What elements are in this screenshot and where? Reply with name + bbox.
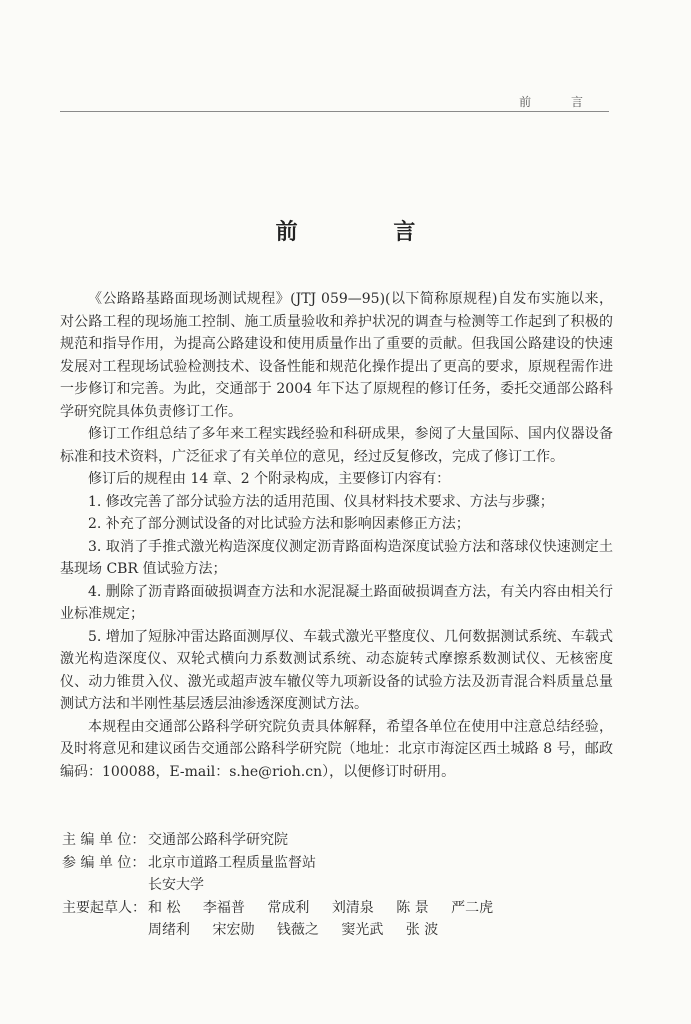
list-item: 5. 增加了短脉冲雷达路面测厚仪、车载式激光平整度仪、几何数据测试系统、车载式激光构造深度仪、双轮式横向力系数测试系统、动态旋转式摩擦系数测试仪、无核密度仪、动力锥贯入仪、激光或超声波车辙仪等九项新设备的试验方法及沥青混合料质量总量测试方法和半刚性基层透层油渗透深度测试方法。	[60, 628, 613, 712]
participating-unit: 北京市道路工程质量监督站	[148, 854, 316, 871]
chief-editor-row	[62, 829, 518, 852]
chief-editor-label: 主 编 单 位：	[62, 832, 146, 848]
drafter-name: 钱薇之	[276, 922, 319, 938]
drafter-name: 李福普	[202, 899, 245, 916]
paragraph-revision-work: 修订工作组总结了多年来工程实践经验和科研成果，参阅了大量国际、国内仪器设备标准和技术资料，广泛征求了有关单位的意见，经过反复修改，完成了修订工作。	[60, 426, 613, 465]
preface-body	[60, 288, 613, 783]
drafter-name: 和 松	[148, 899, 181, 916]
list-item: 3. 取消了手推式激光构造深度仪测定沥青路面构造深度试验方法和落球仪快速测定土基现场 CBR 值试验方法；	[60, 538, 613, 577]
participating-unit: 长安大学	[148, 877, 204, 893]
drafter-name: 陈 景	[396, 899, 429, 916]
paragraph-revision-summary: 修订后的规程由 14 章、2 个附录构成，主要修订内容有：	[88, 471, 451, 487]
page-title: 前 言	[275, 219, 460, 245]
drafter-name: 窦光武	[341, 922, 384, 938]
list-item: 1. 修改完善了部分试验方法的适用范围、仪具材料技术要求、方法与步骤；	[88, 493, 554, 510]
drafters-label: 主要起草人：	[62, 899, 146, 916]
paragraph-contact: 本规程由交通部公路科学研究院负责具体解释，希望各单位在使用中注意总结经验，及时将意见和建议函告交通部公路科学研究院（地址：北京市海淀区西土城路 8 号，邮政编码：100088，E-mail：s.he@rioh.cn），以便修订时研用。	[60, 718, 613, 780]
drafter-name: 严二虎	[451, 899, 494, 916]
list-item: 4. 删除了沥青路面破损调查方法和水泥混凝土路面破损调查方法，有关内容由相关行业标准规定；	[60, 583, 613, 622]
drafter-name: 张 波	[405, 922, 439, 938]
chief-editor-unit: 交通部公路科学研究院	[148, 832, 288, 848]
credits-block	[62, 829, 518, 942]
running-header: 前 言	[519, 95, 601, 109]
paragraph-intro: 《公路路基路面现场测试规程》(JTJ 059—95)(以下简称原规程)自发布实施以来，对公路工程的现场施工控制、施工质量验收和养护状况的调查与检测等工作起到了积极的规范和指导作用，为提高公路建设和使用质量作出了重要的贡献。但我国公路建设的快速发展对工程现场试验检测技术、设备性能和规范化操作提出了更高的要求，原规程需作进一步修订和完善。为此，交通部于 2004 年下达了原规程的修订任务，委托交通部公路科学研究院具体负责修订工作。	[60, 291, 613, 420]
drafter-name: 刘清泉	[331, 899, 374, 916]
drafters-row	[62, 897, 518, 942]
participating-label: 参 编 单 位：	[62, 854, 146, 871]
list-item: 2. 补充了部分测试设备的对比试验方法和影响因素修正方法；	[88, 516, 470, 532]
drafter-name: 周绪利	[148, 922, 190, 938]
drafter-name: 宋宏勋	[212, 922, 255, 938]
drafter-name: 常成利	[267, 899, 310, 916]
participating-row	[62, 852, 518, 897]
header-rule	[60, 111, 609, 112]
drafters-list	[148, 897, 518, 942]
